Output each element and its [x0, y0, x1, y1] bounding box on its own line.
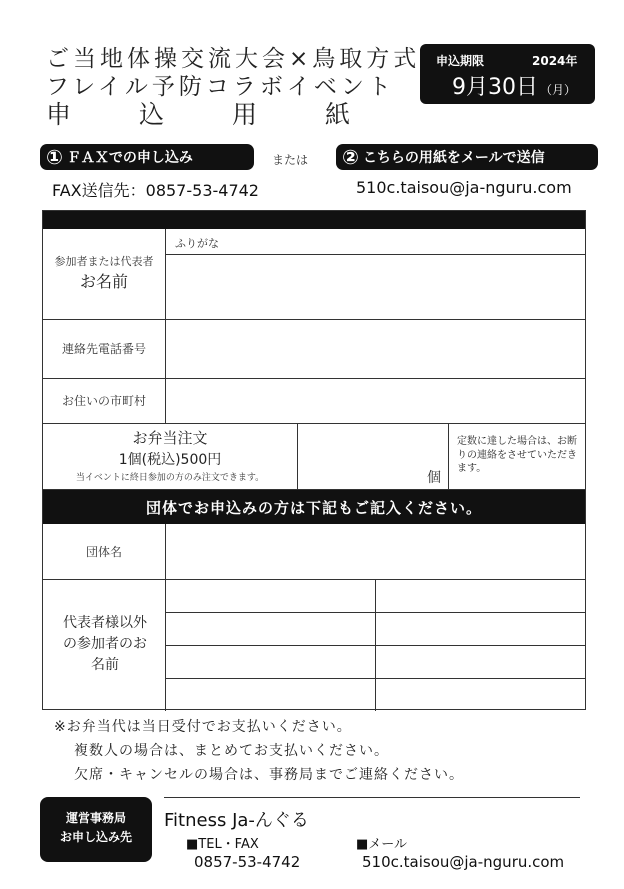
footer-divider: [164, 797, 580, 798]
phone-label: 連絡先電話番号: [61, 342, 146, 356]
bento-divider-2: [448, 423, 449, 489]
fax-method-label: ＦＡＸでの申し込み: [66, 150, 193, 166]
payment-note-1: ※お弁当代は当日受付でお支払いください。: [54, 719, 352, 735]
capacity-note: 定数に達した場合は、お断りの連絡をさせていただきます。: [457, 436, 577, 474]
form-header-bar: [43, 211, 585, 229]
cancel-note: 欠席・キャンセルの場合は、事務局までご連絡ください。: [74, 767, 464, 783]
fax-method-pill: [40, 144, 254, 170]
name-label-small: 参加者または代表者: [54, 255, 154, 268]
group-name-label: 団体名: [85, 545, 122, 559]
participant-field[interactable]: [166, 679, 375, 710]
participant-field[interactable]: [166, 646, 375, 678]
fax-method-number: ①: [46, 145, 63, 169]
bento-title: お弁当注文: [132, 429, 208, 447]
city-label: お住いの市町村: [61, 394, 146, 408]
office-badge-line1: 運営事務局: [65, 811, 126, 825]
group-banner: [43, 490, 585, 524]
mail-address-line: 510c.taisou@ja-nguru.com: [356, 178, 572, 197]
deadline-year: 2024年: [532, 54, 578, 68]
deadline-box: [420, 44, 595, 104]
bento-quantity-field[interactable]: [298, 424, 448, 489]
organization-name: Fitness Ja-んぐる: [164, 810, 309, 831]
deadline-date: [452, 70, 576, 101]
other-participants-label: 代表者様以外の参加者のお名前: [63, 615, 147, 673]
mail-label: ■メール: [356, 837, 408, 852]
mail-method-number: ②: [342, 145, 359, 169]
phone-field[interactable]: [166, 320, 586, 378]
group-name-field[interactable]: [166, 525, 586, 579]
participant-field[interactable]: [166, 613, 375, 645]
participant-field[interactable]: [376, 613, 586, 645]
office-badge-line2: お申し込み先: [59, 830, 132, 845]
participant-field[interactable]: [166, 580, 375, 612]
bento-unit: 個: [427, 470, 441, 486]
group-banner-text: 団体でお申込みの方は下記もご記入ください。: [145, 498, 482, 517]
fax-number-line: FAX送信先：0857-53-4742: [52, 181, 259, 200]
mail-address: 510c.taisou@ja-nguru.com: [362, 853, 565, 871]
or-text: または: [272, 153, 309, 167]
title-line-3: 申 込 用 紙: [46, 100, 357, 129]
participant-field[interactable]: [376, 646, 586, 678]
payment-note-2: 複数人の場合は、まとめてお支払いください。: [74, 743, 389, 759]
name-field[interactable]: [166, 255, 586, 319]
deadline-day: 9月30日: [452, 75, 538, 100]
deadline-weekday: （月）: [540, 83, 577, 97]
name-label: お名前: [79, 272, 128, 291]
tel-fax-number: 0857-53-4742: [194, 853, 301, 871]
title-line-2: フレイル予防コラボイベント: [46, 74, 395, 100]
application-form: [42, 210, 586, 710]
mail-method-label: こちらの用紙をメールで送信: [362, 150, 545, 166]
city-field[interactable]: [166, 379, 586, 423]
title-line-1: ご当地体操交流大会×鳥取方式: [46, 46, 421, 72]
furigana-label: ふりがな: [175, 237, 219, 250]
tel-fax-label: ■TEL・FAX: [186, 837, 259, 852]
bento-price: 1個(税込)500円: [118, 452, 222, 468]
deadline-label: 申込期限: [436, 54, 485, 68]
participant-field[interactable]: [376, 580, 586, 612]
bento-note: 当イベントに終日参加の方のみ注文できます。: [75, 473, 265, 483]
mail-method-pill: [336, 144, 598, 170]
office-badge: [40, 797, 152, 862]
participant-field[interactable]: [376, 679, 586, 710]
